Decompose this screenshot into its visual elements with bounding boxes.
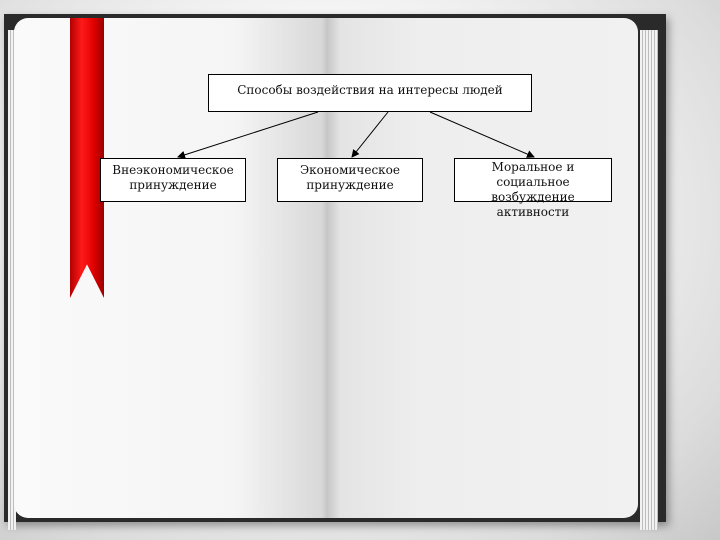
child-node-1 — [100, 158, 246, 202]
child-node-1-label: Внеэкономическое принуждение — [112, 163, 234, 192]
arrow-to-child-1 — [178, 112, 318, 157]
child-node-2-label: Экономическое принуждение — [299, 163, 401, 192]
child-node-3 — [454, 158, 612, 219]
arrow-to-child-3 — [430, 112, 534, 157]
arrow-to-child-2 — [352, 112, 388, 157]
root-node — [208, 74, 532, 112]
root-node-label: Способы воздействия на интересы людей — [237, 83, 503, 97]
child-node-2 — [277, 158, 423, 202]
child-node-3-label: Моральное и социальное возбуждение активности — [491, 160, 575, 219]
